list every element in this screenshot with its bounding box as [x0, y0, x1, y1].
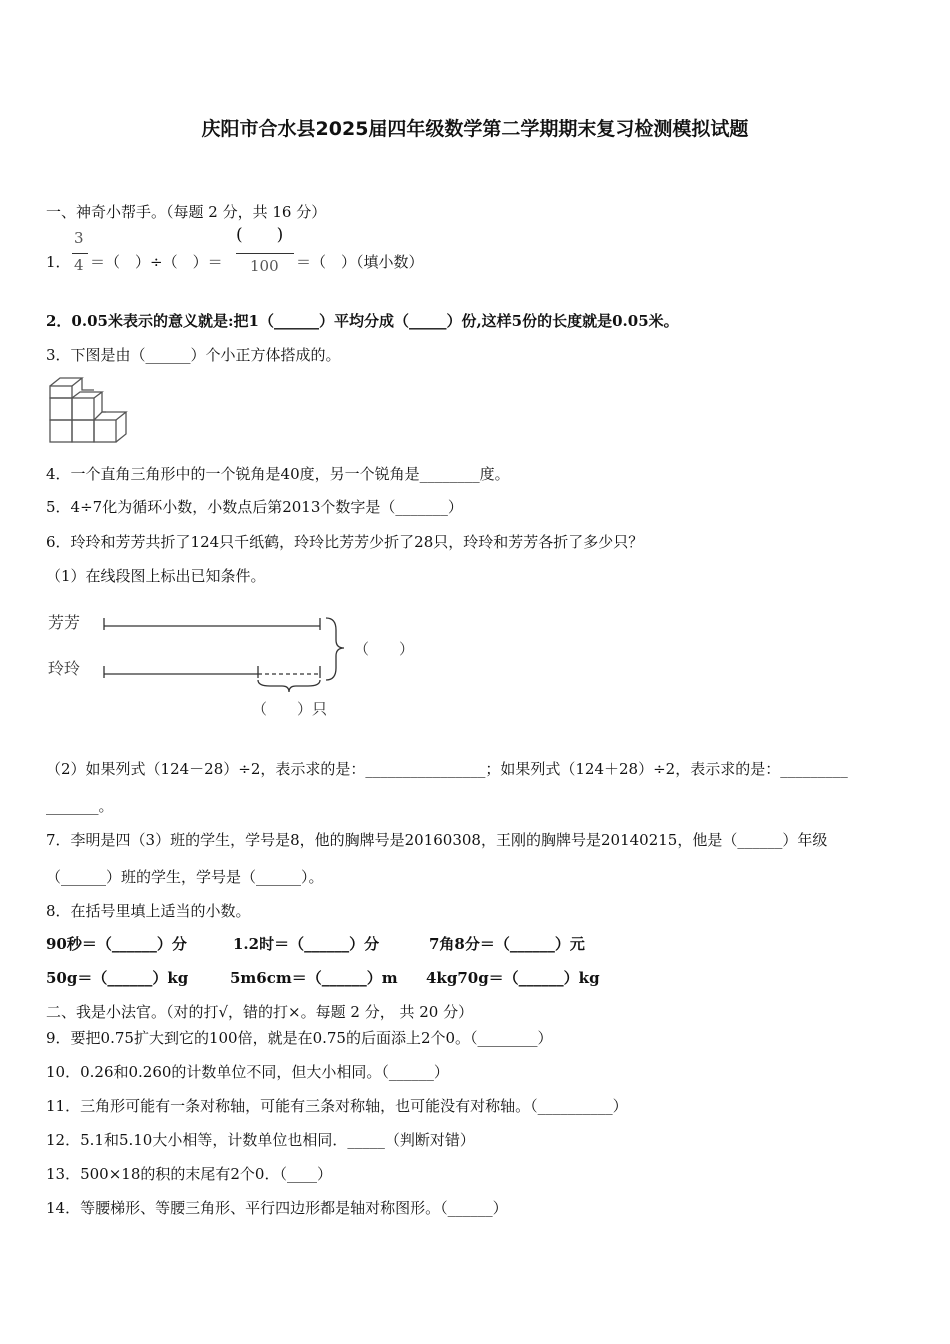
- question-6-part-2-continued: _______。: [46, 797, 114, 815]
- cube-face: [72, 420, 94, 442]
- question-8-item: 90秒＝（______）分: [46, 935, 187, 953]
- question-1-middle: ＝（ ）÷（ ）＝: [90, 253, 223, 271]
- question-1-end: ＝（ ）（填小数）: [296, 253, 424, 271]
- cube-face: [50, 420, 72, 442]
- question-12: 12．5.1和5.10大小相等，计数单位也相同．_____（判断对错）: [46, 1131, 475, 1149]
- question-8-item: 4kg70g＝（______）kg: [426, 969, 600, 987]
- cube-top: [94, 412, 126, 420]
- cube-top: [50, 378, 82, 386]
- brace-total-blank: （ ）: [354, 640, 415, 658]
- cube-face: [50, 398, 72, 420]
- question-8: 8．在括号里填上适当的小数。: [46, 902, 251, 920]
- question-5: 5．4÷7化为循环小数，小数点后第2013个数字是（_______）: [46, 498, 463, 516]
- segment-diagram: [44, 604, 444, 724]
- question-8-item: 7角8分＝（______）元: [429, 935, 585, 953]
- question-10: 10．0.26和0.260的计数单位不同，但大小相同。（______）: [46, 1063, 449, 1081]
- question-8-item: 5m6cm＝（______）m: [230, 969, 398, 987]
- label-ling: 玲玲: [48, 659, 81, 678]
- question-1-number: 1．: [46, 253, 71, 271]
- cube-side: [102, 392, 106, 412]
- fraction-numerator: 3: [74, 229, 84, 247]
- page-title: 庆阳市合水县2025届四年级数学第二学期期末复习检测模拟试题: [201, 118, 749, 140]
- cube-side: [82, 378, 94, 390]
- cube-top: [72, 392, 102, 398]
- section-1-header: 一、神奇小帮手。（每题 2 分，共 16 分）: [46, 203, 327, 221]
- difference-blank: （ ）只: [252, 700, 328, 718]
- cube-face: [50, 386, 72, 398]
- fraction-bar: [72, 253, 88, 254]
- section-2-header: 二、我是小法官。（对的打√，错的打×。每题 2 分， 共 20 分）: [46, 1003, 474, 1021]
- question-7: 7．李明是四（3）班的学生，学号是8，他的胸牌号是20160308，王刚的胸牌号是20140215，他是（______）年级: [46, 831, 828, 849]
- question-7-continued: （______）班的学生，学号是（______）。: [46, 868, 324, 886]
- question-14: 14．等腰梯形、等腰三角形、平行四边形都是轴对称图形。（______）: [46, 1199, 508, 1217]
- fraction-numerator-blank: ( ): [236, 225, 284, 245]
- question-2: 2．0.05米表示的意义就是:把1（______）平均分成（_____）份,这样5份的长度就是0.05米。: [46, 312, 679, 330]
- question-6-part-2: （2）如果列式（124－28）÷2，表示求的是：________________；如果列式（124＋28）÷2，表示求的是：_________: [46, 760, 848, 778]
- brace-difference: [258, 680, 320, 692]
- question-8-item: 50g＝（______）kg: [46, 969, 189, 987]
- question-11: 11．三角形可能有一条对称轴，可能有三条对称轴，也可能没有对称轴。（__________）: [46, 1097, 628, 1115]
- label-fang: 芳芳: [48, 613, 81, 632]
- question-6-part-1: （1）在线段图上标出已知条件。: [46, 567, 266, 585]
- question-3: 3．下图是由（______）个小正方体搭成的。: [46, 346, 341, 364]
- question-9: 9．要把0.75扩大到它的100倍，就是在0.75的后面添上2个0。（________）: [46, 1029, 553, 1047]
- question-13: 13．500×18的积的末尾有2个0．（____）: [46, 1165, 332, 1183]
- fraction-bar: [236, 253, 294, 254]
- cube-face: [94, 420, 116, 442]
- cube-face: [72, 398, 94, 420]
- question-4: 4．一个直角三角形中的一个锐角是40度，另一个锐角是________度。: [46, 465, 510, 483]
- cube-stack-figure: [46, 376, 132, 446]
- fraction-denominator: 100: [250, 257, 279, 275]
- question-6: 6．玲玲和芳芳共折了124只千纸鹤，玲玲比芳芳少折了28只，玲玲和芳芳各折了多少只？: [46, 533, 644, 551]
- question-8-item: 1.2时＝（______）分: [233, 935, 380, 953]
- fraction-denominator: 4: [74, 256, 84, 274]
- brace-total: [326, 618, 344, 680]
